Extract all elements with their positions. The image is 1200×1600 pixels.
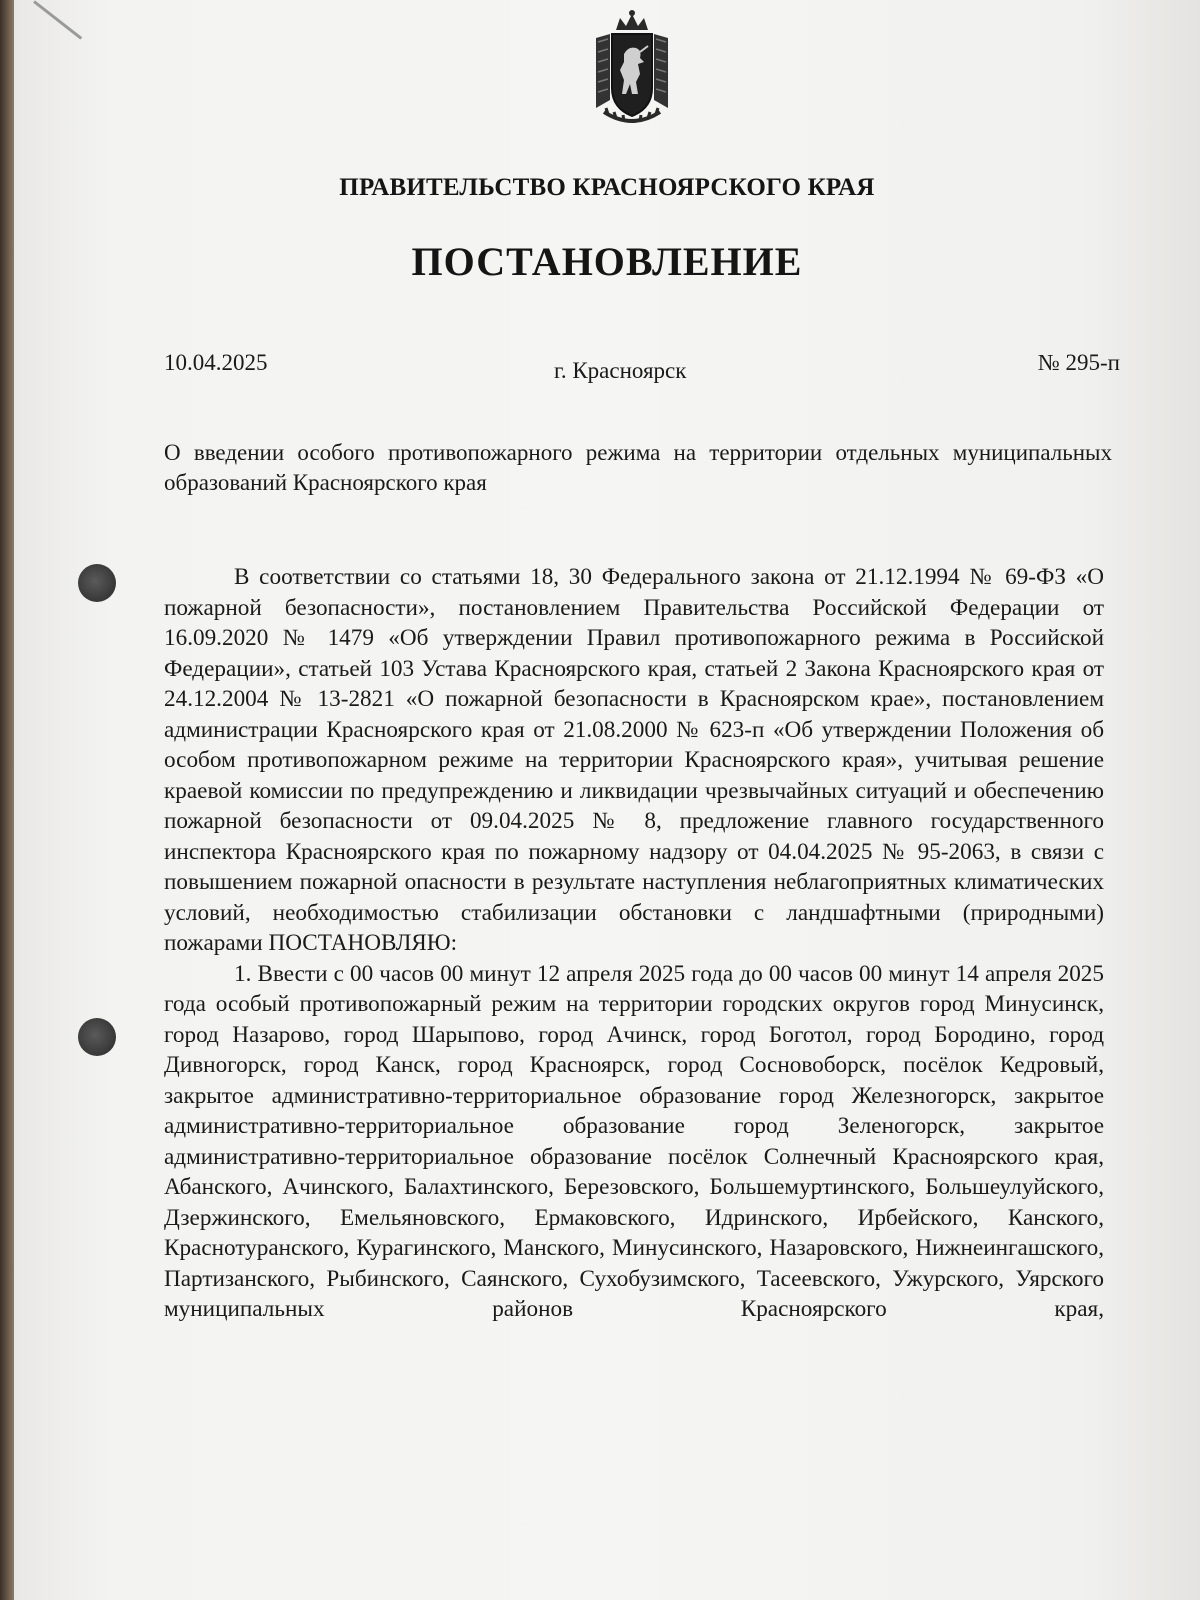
document-city: г. Красноярск bbox=[554, 358, 687, 383]
punch-hole-bottom bbox=[78, 1018, 116, 1056]
document-type-title: ПОСТАНОВЛЕНИЕ bbox=[411, 239, 803, 284]
document-page bbox=[14, 0, 1200, 1600]
document-number: № 295-п bbox=[1037, 350, 1120, 375]
document-subject: О введении особого противопожарного режима на территории отдельных муниципальных образований Красноярского края bbox=[164, 440, 1112, 495]
coat-of-arms-icon bbox=[582, 8, 682, 132]
document-meta-row bbox=[164, 350, 1120, 383]
page-edge bbox=[0, 0, 14, 1600]
document-date: 10.04.2025 bbox=[164, 350, 268, 375]
government-title: ПРАВИТЕЛЬСТВО КРАСНОЯРСКОГО КРАЯ bbox=[339, 174, 875, 201]
pin-mark bbox=[33, 0, 82, 39]
preamble-paragraph: В соответствии со статьями 18, 30 Федерального закона от 21.12.1994 № 69-ФЗ «О пожарной безопасности», постановлением Правительства Российской Федерации от 16.09.2020 № 1479 «Об утверждении Правил противопожарного режима в Российской Федерации», статьей 103 Устава Красноярского края, статьей 2 Закона Красноярского края от 24.12.2004 № 13-2821 «О пожарной безопасности в Красноярском крае», постановлением администрации Красноярского края от 21.08.2000 № 623-п «Об утверждении Положения об особом противопожарном режиме на территории Красноярского края», учитывая решение краевой комиссии по предупреждению и ликвидации чрезвычайных ситуаций и обеспечению пожарной безопасности от 09.04.2025 № 8, предложение главного государственного инспектора Красноярского края по пожарному надзору от 04.04.2025 № 95-2063, в связи с повышением пожарной опасности в результате наступления неблагоприятных климатических условий, необходимостью стабилизации обстановки с ландшафтными (природными) пожарами ПОСТАНОВЛЯЮ: bbox=[164, 564, 1104, 956]
punch-hole-top bbox=[78, 564, 116, 602]
document-body bbox=[164, 562, 1104, 1325]
item-1-paragraph: 1. Ввести с 00 часов 00 минут 12 апреля 2025 года до 00 часов 00 минут 14 апреля 2025 года особый противопожарный режим на территории городских округов город Минусинск, город Назарово, город Шарыпово, город Ачинск, город Боготол, город Бородино, город Дивногорск, город Канск, город Красноярск, город Сосновоборск, посёлок Кедровый, закрытое административно-территориальное образование город Железногорск, закрытое административно-территориальное образование город Зеленогорск, закрытое административно-территориальное образование посёлок Солнечный Красноярского края, Абанского, Ачинского, Балахтинского, Березовского, Большемуртинского, Большеулуйского, Дзержинского, Емельяновского, Ермаковского, Идринского, Ирбейского, Канского, Краснотуранского, Курагинского, Манского, Минусинского, Назаровского, Нижнеингашского, Партизанского, Рыбинского, Саянского, Сухобузимского, Тасеевского, Ужурского, Уярского муниципальных районов Красноярского края, bbox=[164, 960, 1104, 1322]
